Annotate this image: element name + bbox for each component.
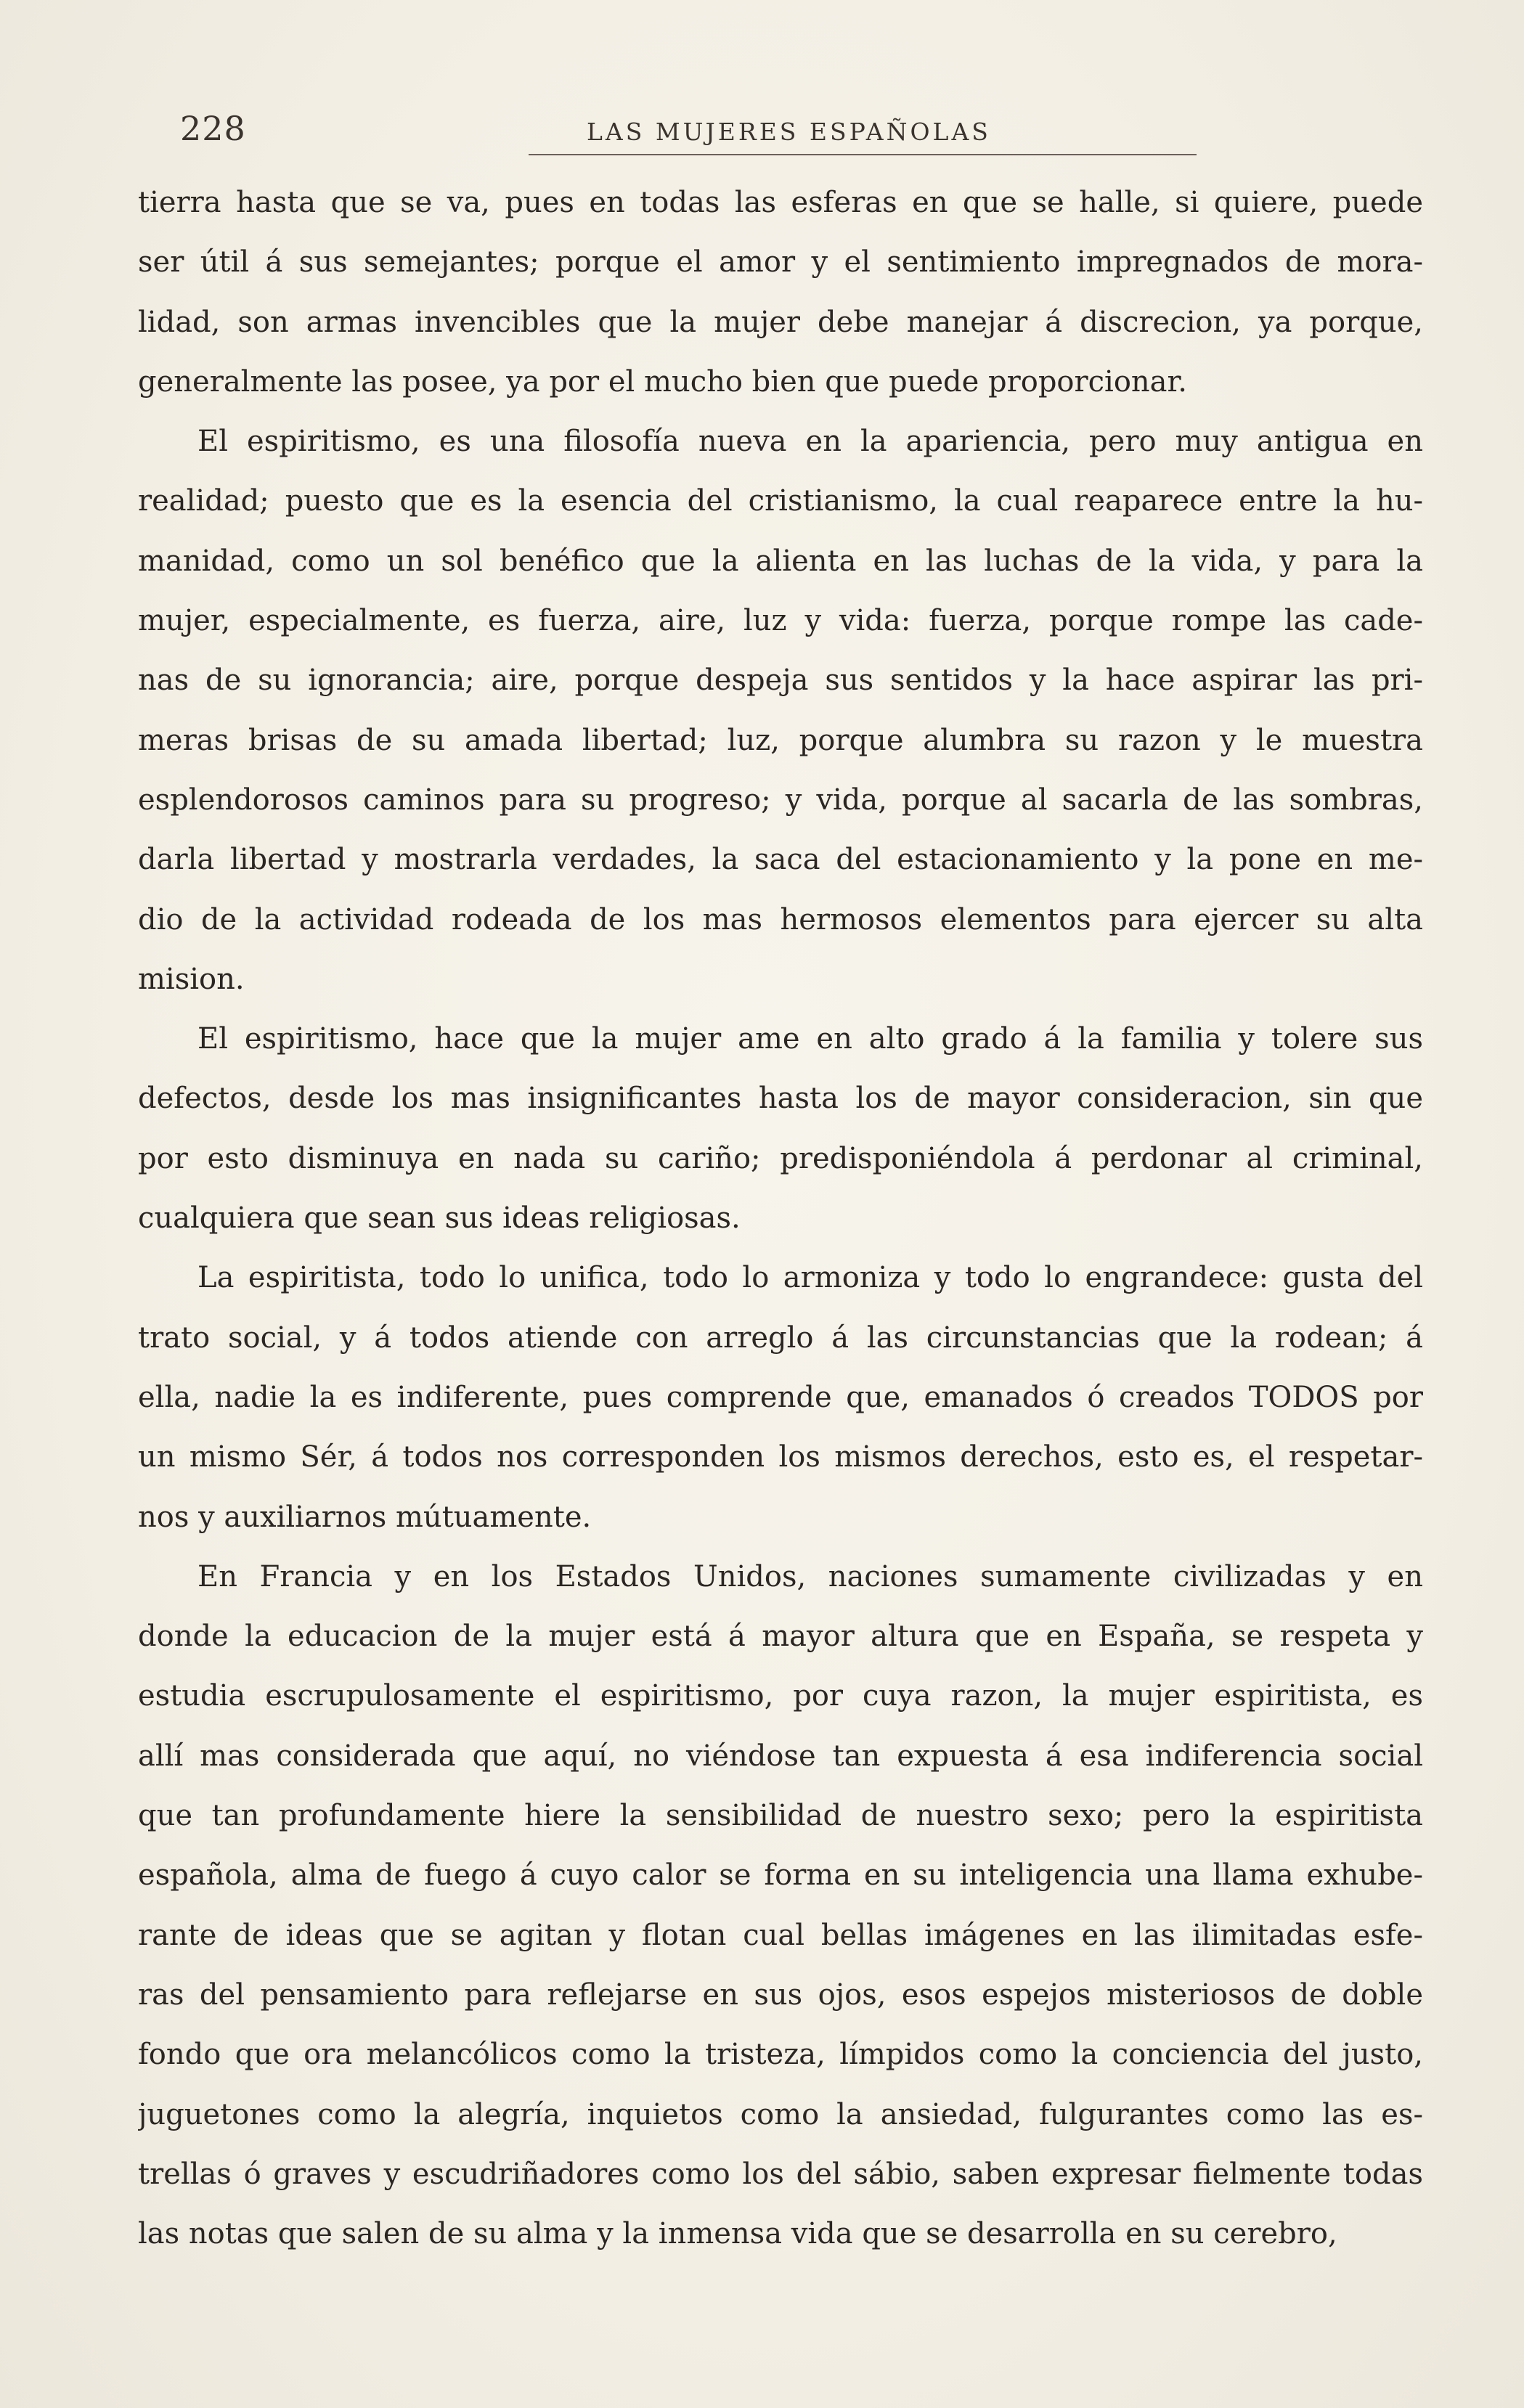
paragraph [138,1248,1423,1546]
header-rule [529,154,1197,155]
text-line: En Francia y en los Estados Unidos, naciones sumamente civilizadas y en [197,1559,1423,1593]
text-line: trato social, y á todos atiende con arreglo á las circunstancias que la rodean; á [138,1321,1423,1355]
text-line: ser útil á sus semejantes; porque el amor y el sentimiento impregnados de mora- [138,245,1423,279]
paragraph [138,412,1423,1009]
page-number: 228 [180,109,246,148]
body-text [138,173,1423,2264]
text-line: realidad; puesto que es la esencia del cristianismo, la cual reaparece entre la hu- [138,484,1423,518]
text-line: por esto disminuya en nada su cariño; predisponiéndola á perdonar al criminal, [138,1141,1423,1175]
text-line: meras brisas de su amada libertad; luz, porque alumbra su razon y le muestra [138,723,1423,757]
text-line: cualquiera que sean sus ideas religiosas. [138,1201,741,1236]
text-line: las notas que salen de su alma y la inmensa vida que se desarrolla en su cerebro, [138,2217,1337,2251]
text-line: allí mas considerada que aquí, no viéndose tan expuesta á esa indiferencia social [138,1739,1423,1773]
text-line: española, alma de fuego á cuyo calor se forma en su inteligencia una llama exhube- [138,1858,1423,1893]
text-line: juguetones como la alegría, inquietos como la ansiedad, fulgurantes como las es- [138,2097,1423,2131]
text-line: lidad, son armas invencibles que la mujer debe manejar á discrecion, ya porque, [138,305,1423,339]
text-line: mujer, especialmente, es fuerza, aire, luz y vida: fuerza, porque rompe las cade- [138,604,1423,638]
text-line: un mismo Sér, á todos nos corresponden los mismos derechos, esto es, el respetar- [138,1440,1423,1474]
text-line: esplendorosos caminos para su progreso; y vida, porque al sacarla de las sombras, [138,783,1423,817]
text-line: El espiritismo, hace que la mujer ame en alto grado á la familia y tolere sus [197,1022,1423,1056]
text-line: rante de ideas que se agitan y flotan cual bellas imágenes en las ilimitadas esfe- [138,1918,1423,1952]
text-line: trellas ó graves y escudriñadores como los del sábio, saben expresar fielmente todas [138,2157,1423,2191]
text-line: generalmente las posee, ya por el mucho bien que puede proporcionar. [138,364,1187,399]
text-line: mision. [138,962,245,996]
paragraph [138,1009,1423,1248]
paragraph [138,1547,1423,2264]
text-line: dio de la actividad rodeada de los mas hermosos elementos para ejercer su alta [138,902,1423,936]
text-line: nos y auxiliarnos mútuamente. [138,1500,592,1534]
text-line: ella, nadie la es indiferente, pues comprende que, emanados ó creados TODOS por [138,1380,1423,1414]
text-line: ras del pensamiento para reflejarse en sus ojos, esos espejos misteriosos de doble [138,1978,1423,2012]
page-header [180,109,1342,167]
text-line: La espiritista, todo lo unifica, todo lo armoniza y todo lo engrandece: gusta del [197,1261,1423,1295]
text-line: defectos, desde los mas insignificantes hasta los de mayor consideracion, sin que [138,1082,1423,1116]
paragraph [138,173,1423,412]
text-line: manidad, como un sol benéfico que la alienta en las luchas de la vida, y para la [138,544,1423,578]
text-line: El espiritismo, es una filosofía nueva en la apariencia, pero muy antigua en [197,425,1423,459]
text-line: darla libertad y mostrarla verdades, la saca del estacionamiento y la pone en me- [138,843,1423,877]
text-line: nas de su ignorancia; aire, porque despeja sus sentidos y la hace aspirar las pri- [138,664,1423,698]
text-line: estudia escrupulosamente el espiritismo, por cuya razon, la mujer espiritista, es [138,1679,1423,1713]
text-line: tierra hasta que se va, pues en todas las esferas en que se halle, si quiere, puede [138,186,1423,219]
text-line: que tan profundamente hiere la sensibilidad de nuestro sexo; pero la espiritista [138,1799,1423,1833]
running-title: LAS MUJERES ESPAÑOLAS [587,118,991,146]
text-line: donde la educacion de la mujer está á mayor altura que en España, se respeta y [138,1620,1423,1654]
text-line: fondo que ora melancólicos como la tristeza, límpidos como la conciencia del justo, [138,2038,1423,2072]
